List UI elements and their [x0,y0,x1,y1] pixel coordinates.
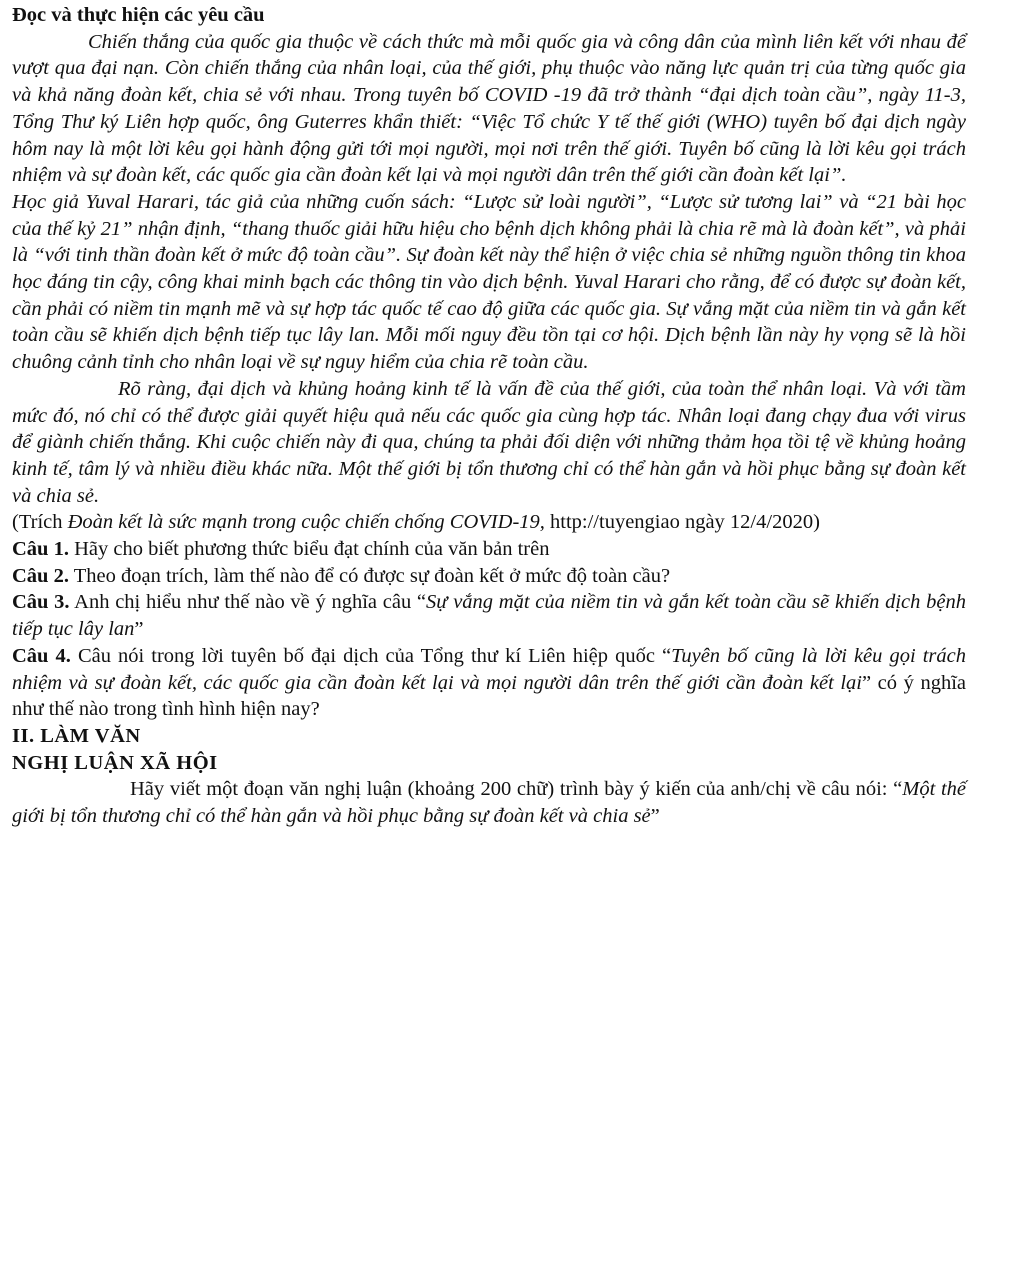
question-2-label: Câu 2. [12,564,69,587]
essay-prompt [12,776,966,829]
question-4 [12,643,966,723]
question-1-text: Hãy cho biết phương thức biểu đạt chính của văn bản trên [68,538,550,561]
question-3-quote: Sự vắng mặt của niềm tin và gắn kết toàn cầu sẽ khiến dịch bệnh tiếp tục lây lan [12,591,966,641]
source-prefix: (Trích [12,511,68,534]
page-heading: Đọc và thực hiện các yêu cầu [12,4,265,26]
question-4-label: Câu 4. [12,644,71,667]
source-citation [12,509,966,536]
essay-prompt-quote: Một thế giới bị tổn thương chỉ có thể hàn gắn và hồi phục bằng sự đoàn kết và chia sẻ [12,778,966,828]
source-suffix: http://tuyengiao ngày 12/4/2020) [544,511,820,534]
question-1-label: Câu 1. [12,538,69,561]
section-2-title: II. LÀM VĂN [12,724,141,747]
source-title: Đoàn kết là sức mạnh trong cuộc chiến chống COVID-19, [67,511,545,534]
question-2 [12,563,966,590]
question-4-text-a: Câu nói trong lời tuyên bố đại dịch của Tổng thư kí Liên hiệp quốc “ [70,644,672,667]
question-3-text-b: ” [134,618,144,641]
question-2-text: Theo đoạn trích, làm thế nào để có được sự đoàn kết ở mức độ toàn cầu? [68,564,671,587]
question-1 [12,536,966,563]
passage-paragraph-3: Rõ ràng, đại dịch và khủng hoảng kinh tế là vấn đề của thế giới, của toàn thể nhân loại. Và với tầm mức đó, nó chỉ có thể được giải quyết hiệu quả nếu các quốc gia cùng hợp tác. Nhân loại đang chạy đua với virus để giành chiến thắng. Khi cuộc chiến này đi qua, chúng ta phải đối diện với những thảm họa tồi tệ về khủng hoảng kinh tế, tâm lý và nhiều điều khác nữa. Một thế giới bị tổn thương chỉ có thể hàn gắn và hồi phục bằng sự đoàn kết và chia sẻ. [12,377,966,507]
essay-prompt-text-a: Hãy viết một đoạn văn nghị luận (khoảng 200 chữ) trình bày ý kiến của anh/chị về câu nói: “ [130,778,903,801]
passage-paragraph-1: Chiến thắng của quốc gia thuộc về cách thức mà mỗi quốc gia và công dân của mình liên kết với nhau để vượt qua đại nạn. Còn chiến thắng của nhân loại, của thế giới, phụ thuộc vào năng lực quản trị của từng quốc gia và khả năng đoàn kết, chia sẻ với nhau. Trong tuyên bố COVID -19 đã trở thành “đại dịch toàn cầu”, ngày 11-3, Tổng Thư ký Liên hợp quốc, ông Guterres khẩn thiết: “Việc Tổ chức Y tế thế giới (WHO) tuyên bố đại dịch ngày hôm nay là một lời kêu gọi hành động gửi tới mọi người, mọi nơi trên thế giới. Tuyên bố cũng là lời kêu gọi trách nhiệm và sự đoàn kết, các quốc gia cần đoàn kết lại và mọi người dân trên thế giới cần đoàn kết lại”. [12,30,966,187]
section-2-subtitle: NGHỊ LUẬN XÃ HỘI [12,751,218,774]
question-3-label: Câu 3. [12,591,70,614]
essay-prompt-text-b: ” [650,805,660,828]
question-4-text-b: ” có ý nghĩa như thế nào trong tình hình hiện nay? [12,671,966,721]
question-3 [12,589,966,642]
passage-paragraph-2: Học giả Yuval Harari, tác giả của những cuốn sách: “Lược sử loài người”, “Lược sử tương lai” và “21 bài học của thế kỷ 21” nhận định, “thang thuốc giải hữu hiệu cho bệnh dịch không phải là chia rẽ mà là đoàn kết”, và phải là “với tinh thần đoàn kết ở mức độ toàn cầu”. Sự đoàn kết này thể hiện ở việc chia sẻ những nguồn thông tin khoa học đáng tin cậy, công khai minh bạch các thông tin vào dịch bệnh. Yuval Harari cho rằng, để có được sự đoàn kết, cần phải có niềm tin mạnh mẽ và sự hợp tác quốc tế cao độ giữa các quốc gia. Sự vắng mặt của niềm tin và gắn kết toàn cầu sẽ khiến dịch bệnh tiếp tục lây lan. Mỗi mối nguy đều tồn tại cơ hội. Dịch bệnh lần này hy vọng sẽ là hồi chuông cảnh tỉnh cho nhân loại về sự nguy hiểm của chia rẽ toàn cầu. [12,190,966,374]
question-4-quote: Tuyên bố cũng là lời kêu gọi trách nhiệm và sự đoàn kết, các quốc gia cần đoàn kết lại và mọi người dân trên thế giới cần đoàn kết lại [12,644,966,694]
question-3-text-a: Anh chị hiểu như thế nào về ý nghĩa câu “ [69,591,427,614]
